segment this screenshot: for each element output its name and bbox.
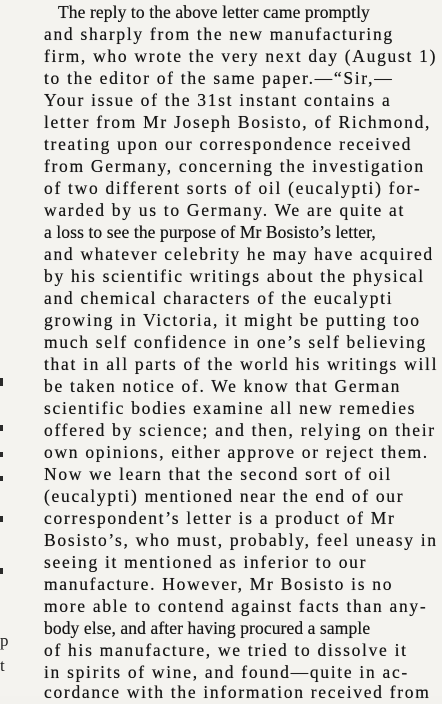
article-line: Now we learn that the second sort of oil [44, 464, 392, 484]
article-line: warded by us to Germany. We are quite at [44, 200, 406, 220]
article-line: and whatever celebrity he may have acquired [44, 244, 434, 264]
article-line: by his scientific writings about the physical [44, 266, 425, 286]
article-column [44, 0, 442, 702]
article-line: that in all parts of the world his writings will [44, 354, 439, 374]
article-line: of two different sorts of oil (eucalypti) for- [44, 178, 422, 198]
article-line: scientific bodies examine all new remedies [44, 398, 417, 418]
article-line: Bosisto’s, who must, probably, feel uneasy in [44, 530, 438, 550]
article-line: correspondent’s letter is a product of Mr [44, 508, 396, 528]
article-line: firm, who wrote the very next day (August 1) [44, 46, 438, 66]
gutter-rule [0, 425, 3, 431]
article-line: growing in Victoria, it might be putting too [44, 310, 421, 330]
article-line: and chemical characters of the eucalypti [44, 288, 394, 308]
article-line: and sharply from the new manufacturing [44, 24, 394, 44]
gutter-fragment: p [0, 631, 9, 650]
gutter-fragment: t [0, 656, 5, 675]
article-line: to the editor of the same paper.—“Sir,— [44, 68, 394, 88]
article-line: own opinions, either approve or reject them. [44, 442, 429, 462]
gutter-rule [0, 568, 3, 574]
article-line: in spirits of wine, and found—quite in ac- [44, 662, 409, 682]
article-line: much self confidence in one’s self believing [44, 332, 427, 352]
article-line: The reply to the above letter came promptly [58, 2, 370, 22]
article-line: a loss to see the purpose of Mr Bosisto’s letter, [44, 222, 376, 242]
article-line: be taken notice of. We know that German [44, 376, 402, 396]
article-line: cordance with the information received from [44, 682, 431, 702]
gutter-rule [0, 378, 3, 386]
gutter-rule [0, 476, 3, 481]
article-line: manufacture. However, Mr Bosisto is no [44, 574, 394, 594]
article-line: of his manufacture, we tried to dissolve it [44, 640, 408, 660]
article-line: treating upon our correspondence received [44, 134, 413, 154]
article-line: body else, and after having procured a sample [44, 618, 371, 638]
gutter-rule [0, 516, 3, 522]
article-line: seeing it mentioned as inferior to our [44, 552, 368, 572]
article-line: more able to contend against facts than any- [44, 596, 428, 616]
article-line: offered by science; and then, relying on their [44, 420, 436, 440]
article-line: from Germany, concerning the investigation [44, 156, 425, 176]
article-line: Your issue of the 31st instant contains a [44, 90, 392, 110]
gutter-rule [0, 452, 3, 457]
article-line: letter from Mr Joseph Bosisto, of Richmond, [44, 112, 432, 132]
article-line: (eucalypti) mentioned near the end of our [44, 486, 405, 506]
adjacent-column-gutter [0, 0, 24, 696]
